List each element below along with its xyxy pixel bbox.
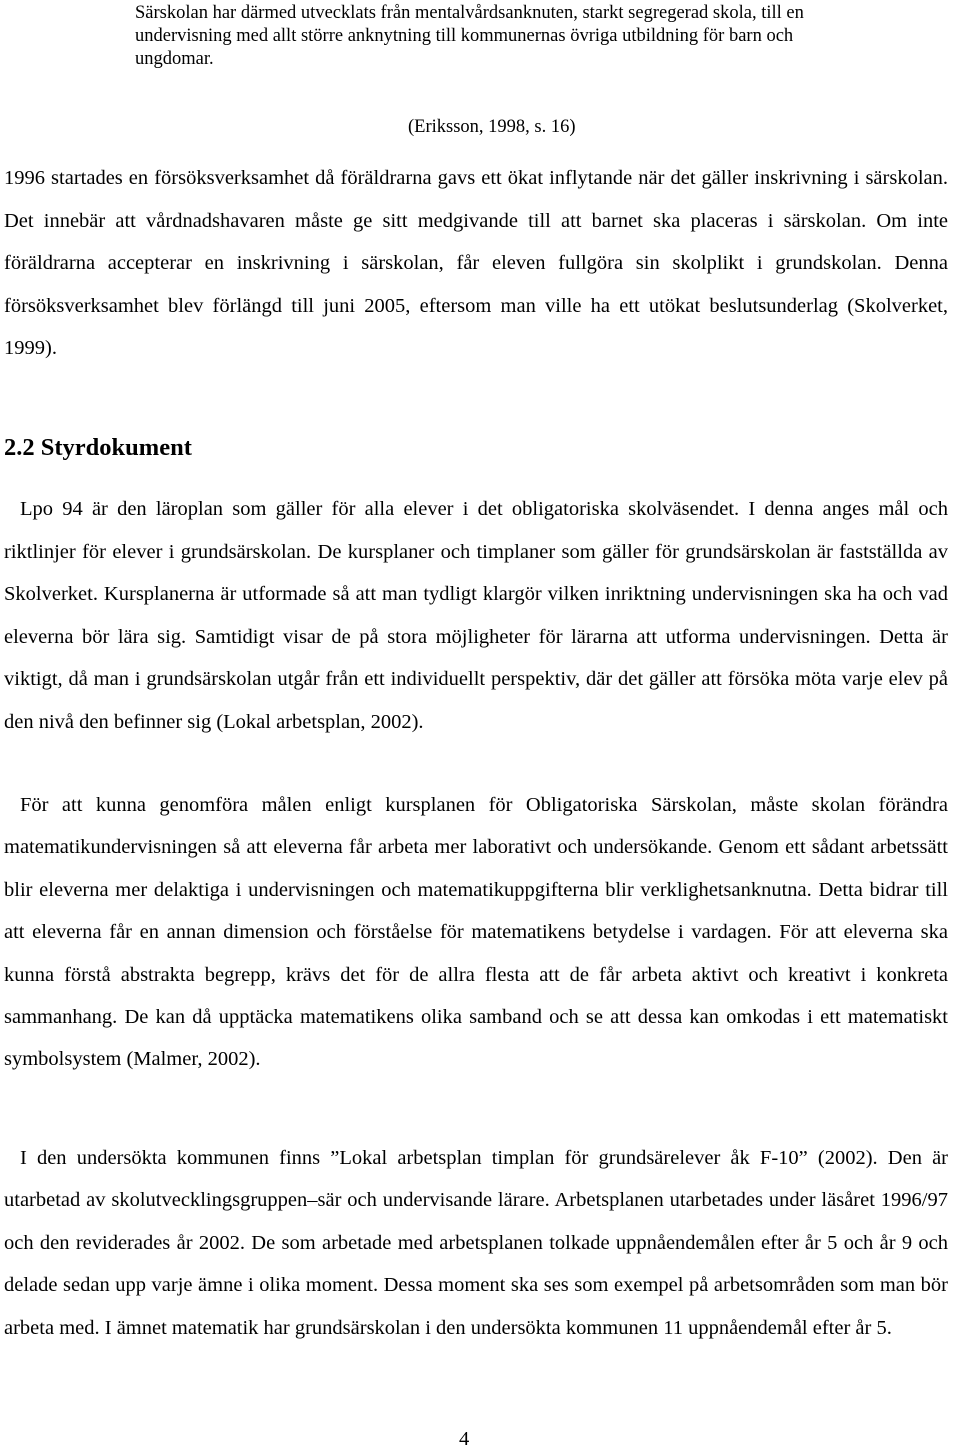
paragraph-4: I den undersökta kommunen finns ”Lokal arbetsplan timplan för grundsärelever åk F-10” (2002). Den är utarbetad av skolutvecklingsgruppen–sär och undervisande lärare. Arbetsplanen utarbetades under läsåret 1996/97 och den reviderades år 2002. De som arbetade med arbetsplanen tolkade uppnåendemålen efter år 5 och år 9 och delade sedan upp varje ämne i olika moment. Dessa moment ska ses som exempel på arbetsområden som man bör arbeta med. I ämnet matematik har grundsärskolan i den undersökta kommunen 11 uppnåendemål efter år 5. [4, 1147, 948, 1339]
quote-citation: (Eriksson, 1998, s. 16) [408, 117, 576, 137]
section-heading: 2.2 Styrdokument [4, 434, 192, 461]
paragraph-1: 1996 startades en försöksverksamhet då föräldrarna gavs ett ökat inflytande när det gäller inskrivning i särskolan. Det innebär att vårdnadshavaren måste ge sitt medgivande till att barnet ska placeras i särskolan. Om inte föräldrarna accepterar en inskrivning i särskolan, får eleven fullgöra sin skolplikt i grundskolan. Denna försöksverksamhet blev förlängd till juni 2005, eftersom man ville ha ett utökat beslutsunderlag (Skolverket, 1999). [4, 167, 948, 359]
block-quote: Särskolan har därmed utvecklats från mentalvårdsanknuten, starkt segregerad skola, till en undervisning med allt större anknytning till kommunernas övriga utbildning för barn och ungdomar. [135, 3, 804, 69]
paragraph-2: Lpo 94 är den läroplan som gäller för alla elever i det obligatoriska skolväsendet. I denna anges mål och riktlinjer för elever i grundsärskolan. De kursplaner och timplaner som gäller för grundsärskolan är fastställda av Skolverket. Kursplanerna är utformade så att man tydligt klargör vilken inriktning undervisningen ska ha och vad eleverna bör lära sig. Samtidigt visar de på stora möjligheter för lärarna att utforma undervisningen. Detta är viktigt, då man i grundsärskolan utgår från ett individuellt perspektiv, där det gäller att försöka möta varje elev på den nivå den befinner sig (Lokal arbetsplan, 2002). [4, 498, 948, 733]
page-number: 4 [459, 1428, 470, 1450]
paragraph-3: För att kunna genomföra målen enligt kursplanen för Obligatoriska Särskolan, måste skolan förändra matematikundervisningen så att eleverna får arbeta mer laborativt och undersökande. Genom ett sådant arbetssätt blir eleverna mer delaktiga i undervisningen och matematikuppgifterna blir verklighetsanknutna. Detta bidrar till att eleverna får en annan dimension och förståelse för matematikens betydelse i vardagen. För att eleverna ska kunna förstå abstrakta begrepp, krävs det för de allra flesta att de får arbeta aktivt och kreativt i konkreta sammanhang. De kan då upptäcka matematikens olika samband och se att dessa kan omkodas i ett matematiskt symbolsystem (Malmer, 2002). [4, 794, 948, 1071]
